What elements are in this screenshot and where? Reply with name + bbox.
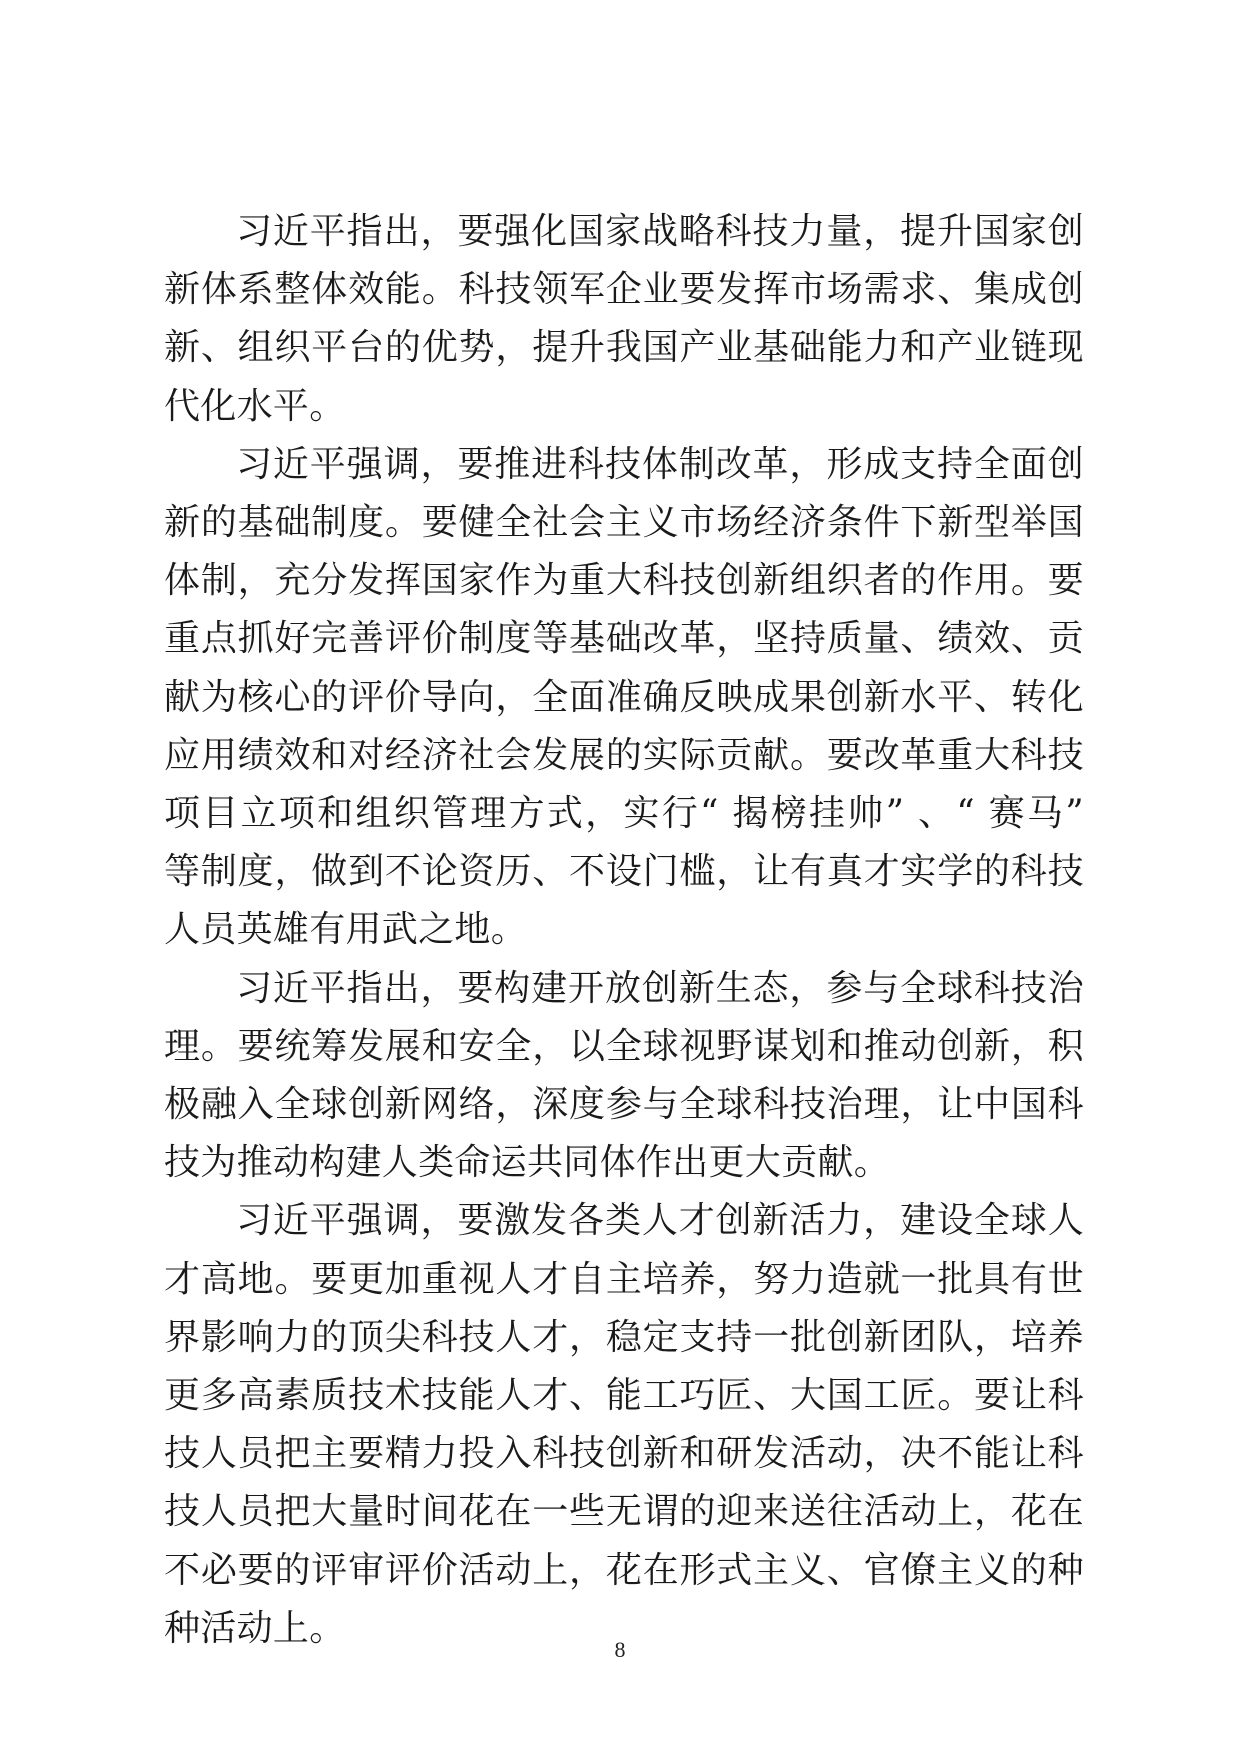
document-body [164, 203, 1084, 1658]
paragraph-3: 习近平指出，要构建开放创新生态，参与全球科技治理。要统筹发展和安全，以全球视野谋划和推动创新，积极融入全球创新网络，深度参与全球科技治理，让中国科技为推动构建人类命运共同体作出更大贡献。 [164, 967, 1084, 1184]
paragraph-2: 习近平强调，要推进科技体制改革，形成支持全面创新的基础制度。要健全社会主义市场经济条件下新型举国体制，充分发挥国家作为重大科技创新组织者的作用。要重点抓好完善评价制度等基础改革，坚持质量、绩效、贡献为核心的评价导向，全面准确反映成果创新水平、转化应用绩效和对经济社会发展的实际贡献。要改革重大科技项目立项和组织管理方式，实行“ 揭榜挂帅” 、“ 赛马” 等制度，做到不论资历、不设门槛，让有真才实学的科技人员英雄有用武之地。 [164, 443, 1084, 951]
paragraph-1: 习近平指出，要强化国家战略科技力量，提升国家创新体系整体效能。科技领军企业要发挥市场需求、集成创新、组织平台的优势，提升我国产业基础能力和产业链现代化水平。 [164, 211, 1084, 427]
paragraph-4: 习近平强调，要激发各类人才创新活力，建设全球人才高地。要更加重视人才自主培养，努力造就一批具有世界影响力的顶尖科技人才，稳定支持一批创新团队，培养更多高素质技术技能人才、能工巧匠、大国工匠。要让科技人员把主要精力投入科技创新和研发活动，决不能让科技人员把大量时间花在一些无谓的迎来送往活动上，花在不必要的评审评价活动上，花在形式主义、官僚主义的种种活动上。 [164, 1200, 1084, 1649]
page-number: 8 [614, 1637, 626, 1662]
